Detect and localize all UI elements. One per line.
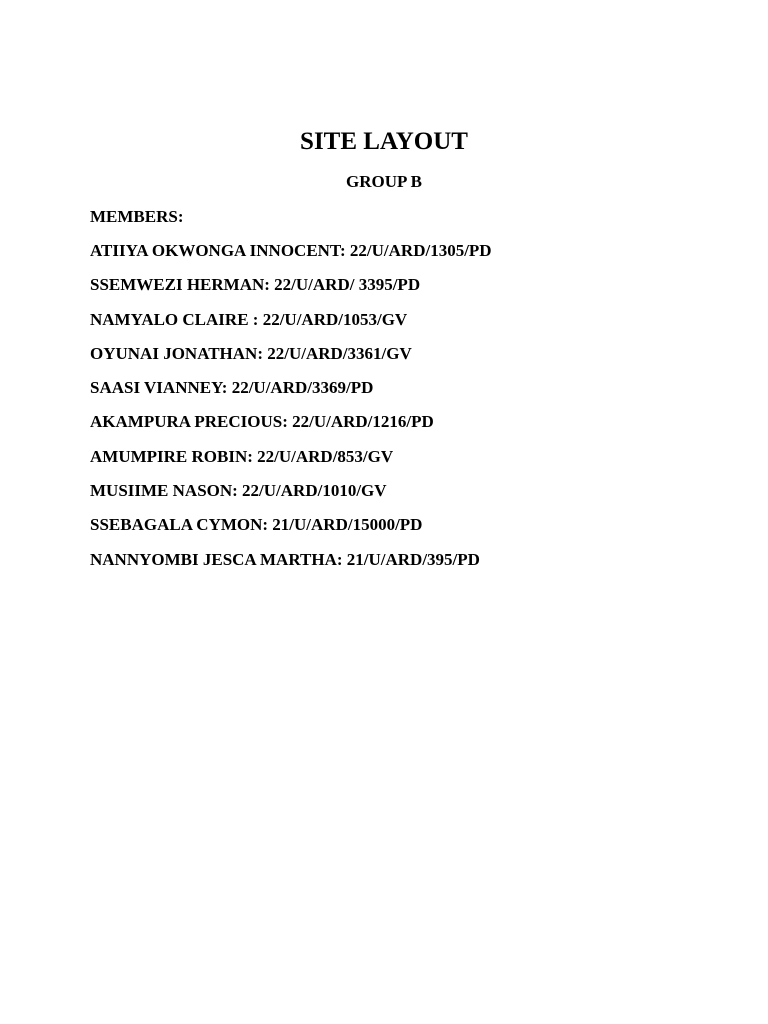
member-item: ATIIYA OKWONGA INNOCENT: 22/U/ARD/1305/PD [90,241,492,260]
member-item: AKAMPURA PRECIOUS: 22/U/ARD/1216/PD [90,412,434,432]
member-item: SSEBAGALA CYMON: 21/U/ARD/15000/PD [90,515,423,535]
member-item: NAMYALO CLAIRE : 22/U/ARD/1053/GV [90,309,408,329]
member-item: SSEMWEZI HERMAN: 22/U/ARD/ 3395/PD [90,275,421,295]
group-label: GROUP B [345,172,423,191]
member-item: AMUMPIRE ROBIN: 22/U/ARD/853/GV [90,446,394,466]
member-list [90,240,492,583]
member-item: SAASI VIANNEY: 22/U/ARD/3369/PD [90,378,374,398]
member-item: MUSIIME NASON: 22/U/ARD/1010/GV [90,481,387,501]
document-title: SITE LAYOUT [300,128,468,155]
member-item: OYUNAI JONATHAN: 22/U/ARD/3361/GV [90,343,412,363]
members-heading: MEMBERS: [90,207,184,226]
member-item: NANNYOMBI JESCA MARTHA: 21/U/ARD/395/PD [90,549,480,569]
